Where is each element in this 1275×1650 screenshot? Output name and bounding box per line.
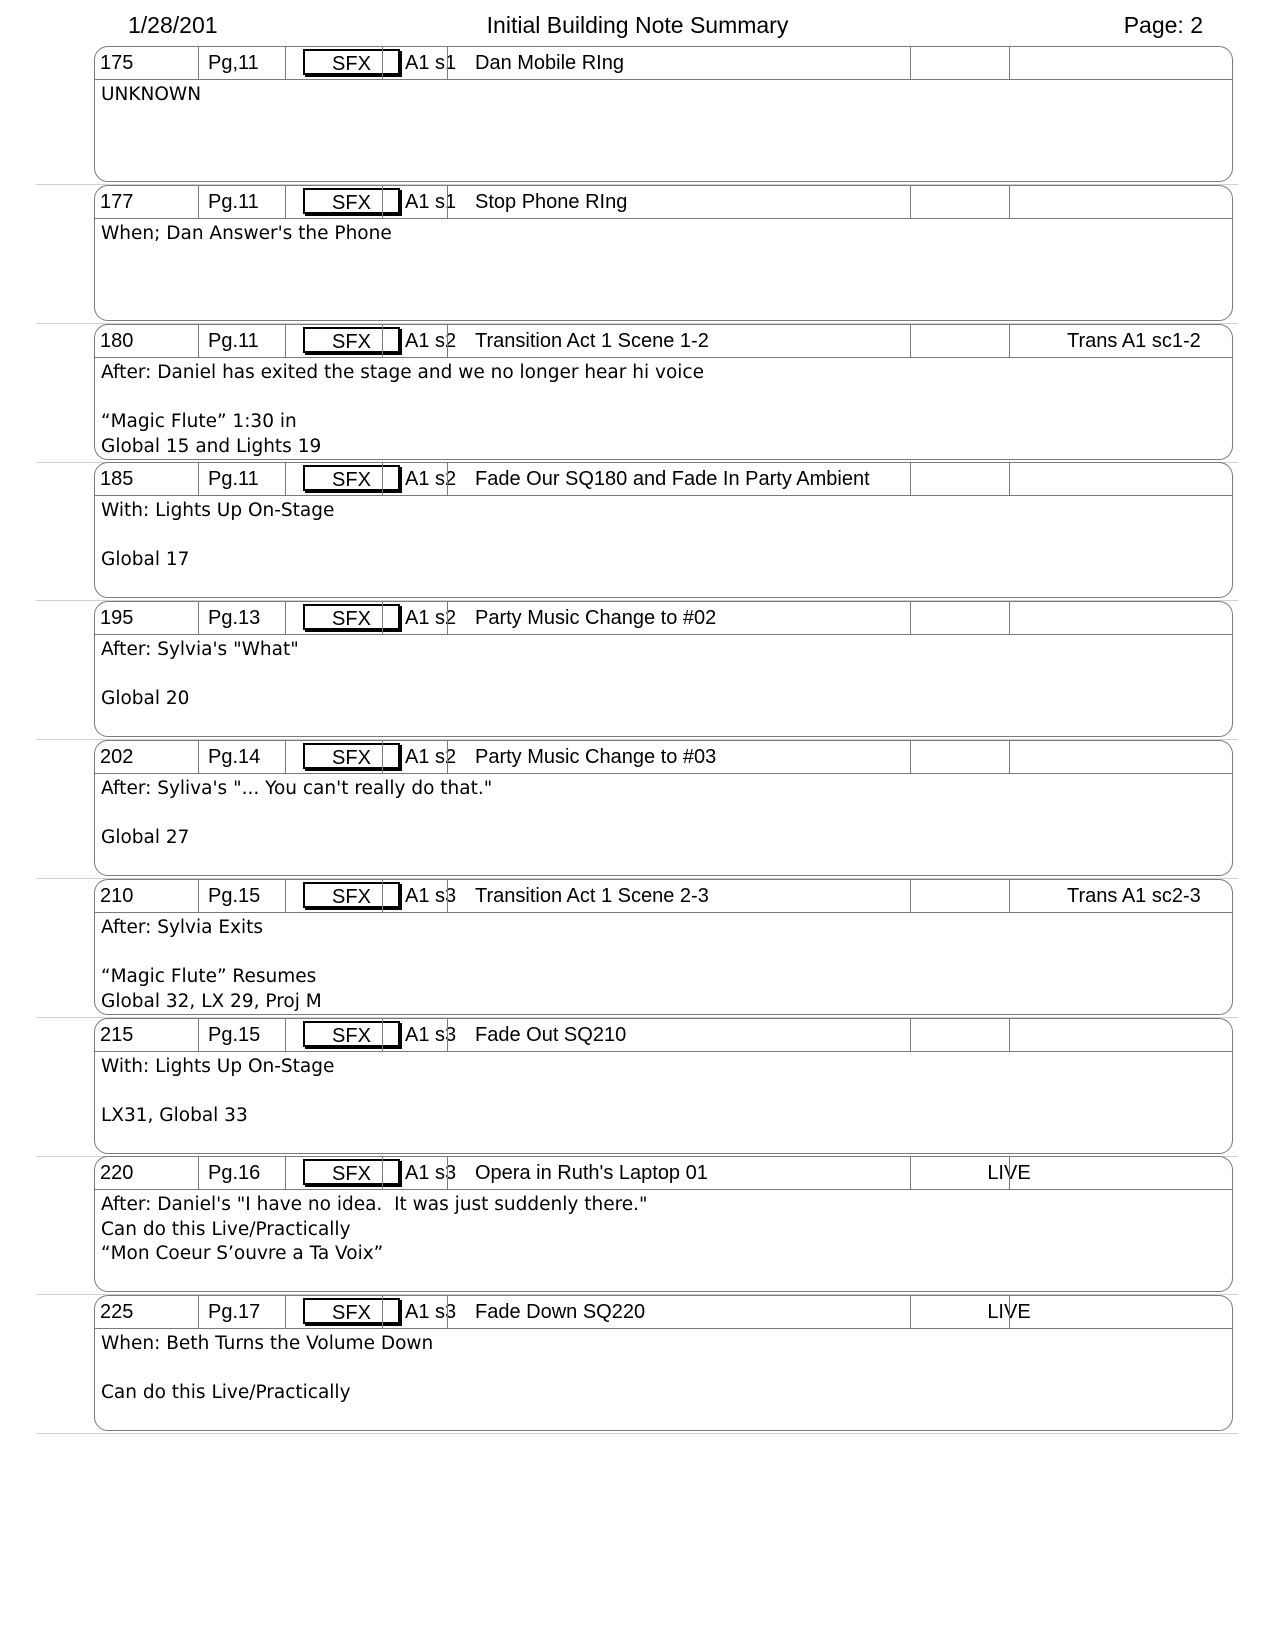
column-divider bbox=[910, 602, 911, 634]
cue-reference bbox=[1063, 741, 1235, 773]
cue-number: 210 bbox=[100, 885, 134, 907]
column-divider bbox=[447, 47, 448, 79]
report-title: Initial Building Note Summary bbox=[486, 12, 789, 38]
column-divider bbox=[382, 1019, 383, 1051]
column-divider bbox=[447, 1296, 448, 1328]
column-divider bbox=[447, 1157, 448, 1189]
note-line bbox=[101, 386, 1221, 411]
column-divider bbox=[1009, 1019, 1010, 1051]
column-divider bbox=[285, 1296, 286, 1328]
column-divider bbox=[285, 741, 286, 773]
column-divider bbox=[1009, 186, 1010, 218]
cue-scene: A1 s2 bbox=[405, 330, 457, 352]
cue-type: SFX bbox=[303, 188, 400, 214]
column-divider bbox=[1009, 741, 1010, 773]
column-divider bbox=[447, 186, 448, 218]
cue-reference bbox=[1063, 463, 1235, 495]
cue-scene: A1 s1 bbox=[405, 52, 457, 74]
cue-notes bbox=[101, 916, 1221, 1014]
column-divider bbox=[198, 741, 199, 773]
note-line: Global 17 bbox=[101, 549, 190, 570]
cue-description: Party Music Change to #02 bbox=[475, 607, 717, 629]
cue-page: Pg.14 bbox=[208, 746, 261, 768]
cue-header-row bbox=[95, 463, 1232, 496]
column-divider bbox=[1009, 602, 1010, 634]
cue-header-row bbox=[95, 602, 1232, 635]
note-line bbox=[101, 663, 1221, 688]
cue-description: Stop Phone RIng bbox=[475, 191, 628, 213]
column-divider bbox=[447, 602, 448, 634]
column-divider bbox=[382, 741, 383, 773]
column-divider bbox=[198, 602, 199, 634]
column-divider bbox=[910, 1019, 911, 1051]
note-line: “Magic Flute” Resumes bbox=[101, 966, 317, 987]
cue-card bbox=[94, 879, 1233, 1015]
cue-number: 215 bbox=[100, 1024, 134, 1046]
column-divider bbox=[1009, 1157, 1010, 1189]
column-divider bbox=[285, 602, 286, 634]
cue-number: 180 bbox=[100, 330, 134, 352]
cue-number: 225 bbox=[100, 1301, 134, 1323]
cue-number: 177 bbox=[100, 191, 134, 213]
column-divider bbox=[198, 325, 199, 357]
column-divider bbox=[198, 1019, 199, 1051]
cue-page: Pg.11 bbox=[208, 191, 259, 213]
column-divider bbox=[382, 602, 383, 634]
cue-type: SFX bbox=[303, 327, 400, 353]
cue-page: Pg.11 bbox=[208, 330, 259, 352]
note-line: After: Sylvia Exits bbox=[101, 917, 264, 938]
column-divider bbox=[910, 463, 911, 495]
column-divider bbox=[910, 741, 911, 773]
cue-card bbox=[94, 324, 1233, 460]
cue-card bbox=[94, 46, 1233, 182]
note-line: After: Daniel has exited the stage and we no longer hear hi voice bbox=[101, 362, 704, 383]
cue-number: 202 bbox=[100, 746, 134, 768]
column-divider bbox=[382, 325, 383, 357]
column-divider bbox=[447, 741, 448, 773]
column-divider bbox=[382, 1296, 383, 1328]
cue-card bbox=[94, 1295, 1233, 1431]
cue-notes bbox=[101, 83, 1221, 108]
note-line: After: Daniel's "I have no idea. It was just suddenly there." bbox=[101, 1194, 648, 1215]
column-divider bbox=[382, 1157, 383, 1189]
note-line bbox=[101, 941, 1221, 966]
cue-card bbox=[94, 740, 1233, 876]
note-line: After: Syliva's "... You can't really do that." bbox=[101, 778, 493, 799]
note-line: Can do this Live/Practically bbox=[101, 1218, 351, 1240]
column-divider bbox=[910, 47, 911, 79]
cue-description: Opera in Ruth's Laptop 01 bbox=[475, 1162, 708, 1184]
column-divider bbox=[285, 880, 286, 912]
cue-scene: A1 s3 bbox=[405, 1162, 457, 1184]
cue-card bbox=[94, 462, 1233, 598]
column-divider bbox=[285, 47, 286, 79]
cue-type: SFX bbox=[303, 1298, 400, 1324]
column-divider bbox=[910, 186, 911, 218]
column-divider bbox=[1009, 880, 1010, 912]
note-line: Global 20 bbox=[101, 688, 190, 709]
note-line: After: Sylvia's "What" bbox=[101, 639, 299, 660]
cue-notes bbox=[101, 638, 1221, 712]
column-divider bbox=[198, 1157, 199, 1189]
cue-reference bbox=[1063, 1019, 1235, 1051]
cue-notes bbox=[101, 1193, 1221, 1267]
cue-header-row bbox=[95, 47, 1232, 80]
cue-card bbox=[94, 601, 1233, 737]
note-line: When: Beth Turns the Volume Down bbox=[101, 1333, 434, 1354]
note-line: “Magic Flute” 1:30 in bbox=[101, 411, 297, 432]
note-line: With: Lights Up On-Stage bbox=[101, 1056, 335, 1077]
note-line: UNKNOWN bbox=[101, 84, 202, 105]
cue-description: Party Music Change to #03 bbox=[475, 746, 717, 768]
cue-header-row bbox=[95, 1296, 1232, 1329]
cue-header-row bbox=[95, 1019, 1232, 1052]
report-date: 1/28/201 bbox=[128, 12, 218, 38]
cue-page: Pg,11 bbox=[208, 52, 259, 74]
note-line bbox=[101, 524, 1221, 549]
cue-scene: A1 s2 bbox=[405, 746, 457, 768]
cue-reference bbox=[1063, 1296, 1235, 1328]
cue-header-row bbox=[95, 186, 1232, 219]
cue-type: SFX bbox=[303, 1159, 400, 1185]
column-divider bbox=[285, 1019, 286, 1051]
cue-notes bbox=[101, 1055, 1221, 1129]
note-line: Global 27 bbox=[101, 827, 190, 848]
note-line: LX31, Global 33 bbox=[101, 1105, 248, 1126]
note-line: Global 15 and Lights 19 bbox=[101, 435, 322, 457]
column-divider bbox=[447, 1019, 448, 1051]
cue-page: Pg.11 bbox=[208, 468, 259, 490]
column-divider bbox=[198, 463, 199, 495]
cue-notes bbox=[101, 777, 1221, 851]
column-divider bbox=[1009, 463, 1010, 495]
cue-type: SFX bbox=[303, 604, 400, 630]
cue-page: Pg.16 bbox=[208, 1162, 261, 1184]
column-divider bbox=[285, 325, 286, 357]
cue-scene: A1 s2 bbox=[405, 468, 457, 490]
cue-card bbox=[94, 1018, 1233, 1154]
cue-number: 185 bbox=[100, 468, 134, 490]
cue-reference bbox=[1063, 602, 1235, 634]
note-line: “Mon Coeur S’ouvre a Ta Voix” bbox=[101, 1243, 384, 1264]
cue-description: Fade Out SQ210 bbox=[475, 1024, 627, 1046]
column-divider bbox=[1009, 47, 1010, 79]
column-divider bbox=[285, 463, 286, 495]
column-divider bbox=[1009, 1296, 1010, 1328]
column-divider bbox=[382, 880, 383, 912]
cue-scene: A1 s3 bbox=[405, 1024, 457, 1046]
cue-scene: A1 s2 bbox=[405, 607, 457, 629]
column-divider bbox=[382, 47, 383, 79]
note-line: When; Dan Answer's the Phone bbox=[101, 223, 392, 244]
column-divider bbox=[447, 325, 448, 357]
cue-number: 220 bbox=[100, 1162, 134, 1184]
cue-notes bbox=[101, 499, 1221, 573]
column-divider bbox=[447, 880, 448, 912]
cue-number: 195 bbox=[100, 607, 134, 629]
column-divider bbox=[198, 47, 199, 79]
page-header bbox=[0, 10, 1275, 44]
cue-description: Fade Down SQ220 bbox=[475, 1301, 646, 1323]
page-number: Page: 2 bbox=[1123, 12, 1203, 38]
cue-scene: A1 s3 bbox=[405, 1301, 457, 1323]
cue-scene: A1 s3 bbox=[405, 885, 457, 907]
cue-description: Transition Act 1 Scene 1-2 bbox=[475, 330, 709, 352]
cue-header-row bbox=[95, 880, 1232, 913]
column-divider bbox=[382, 186, 383, 218]
cue-page: Pg.17 bbox=[208, 1301, 261, 1323]
column-divider bbox=[198, 1296, 199, 1328]
cue-card bbox=[94, 1156, 1233, 1292]
cue-card bbox=[94, 185, 1233, 321]
separator-rule bbox=[36, 1433, 1238, 1434]
note-line: With: Lights Up On-Stage bbox=[101, 500, 335, 521]
column-divider bbox=[910, 880, 911, 912]
cue-type: SFX bbox=[303, 882, 400, 908]
column-divider bbox=[285, 1157, 286, 1189]
cue-header-row bbox=[95, 1157, 1232, 1190]
column-divider bbox=[447, 463, 448, 495]
cue-type: SFX bbox=[303, 743, 400, 769]
cue-reference: Trans A1 sc1-2 bbox=[1067, 330, 1201, 352]
cue-type: SFX bbox=[303, 465, 400, 491]
note-line bbox=[101, 1080, 1221, 1105]
note-line: Can do this Live/Practically bbox=[101, 1382, 351, 1403]
column-divider bbox=[910, 325, 911, 357]
column-divider bbox=[910, 1296, 911, 1328]
cue-live-flag: LIVE bbox=[987, 1162, 1031, 1184]
cue-notes bbox=[101, 361, 1221, 459]
cue-reference bbox=[1063, 186, 1235, 218]
cue-description: Fade Our SQ180 and Fade In Party Ambient bbox=[475, 468, 870, 490]
note-line: Global 32, LX 29, Proj M bbox=[101, 990, 322, 1012]
column-divider bbox=[198, 880, 199, 912]
cue-page: Pg.15 bbox=[208, 1024, 261, 1046]
cue-reference: Trans A1 sc2-3 bbox=[1067, 885, 1201, 907]
cue-page: Pg.15 bbox=[208, 885, 261, 907]
note-line bbox=[101, 1357, 1221, 1382]
cue-description: Transition Act 1 Scene 2-3 bbox=[475, 885, 709, 907]
cue-page: Pg.13 bbox=[208, 607, 261, 629]
cue-type: SFX bbox=[303, 49, 400, 75]
cue-number: 175 bbox=[100, 52, 134, 74]
cue-header-row bbox=[95, 325, 1232, 358]
cue-reference bbox=[1063, 1157, 1235, 1189]
cue-type: SFX bbox=[303, 1021, 400, 1047]
column-divider bbox=[1009, 325, 1010, 357]
column-divider bbox=[910, 1157, 911, 1189]
cue-live-flag: LIVE bbox=[987, 1301, 1031, 1323]
cue-scene: A1 s1 bbox=[405, 191, 457, 213]
cue-header-row bbox=[95, 741, 1232, 774]
column-divider bbox=[285, 186, 286, 218]
cue-notes bbox=[101, 222, 1221, 247]
column-divider bbox=[382, 463, 383, 495]
cue-description: Dan Mobile RIng bbox=[475, 52, 624, 74]
note-line bbox=[101, 802, 1221, 827]
column-divider bbox=[198, 186, 199, 218]
cue-notes bbox=[101, 1332, 1221, 1406]
cue-reference bbox=[1063, 47, 1235, 79]
